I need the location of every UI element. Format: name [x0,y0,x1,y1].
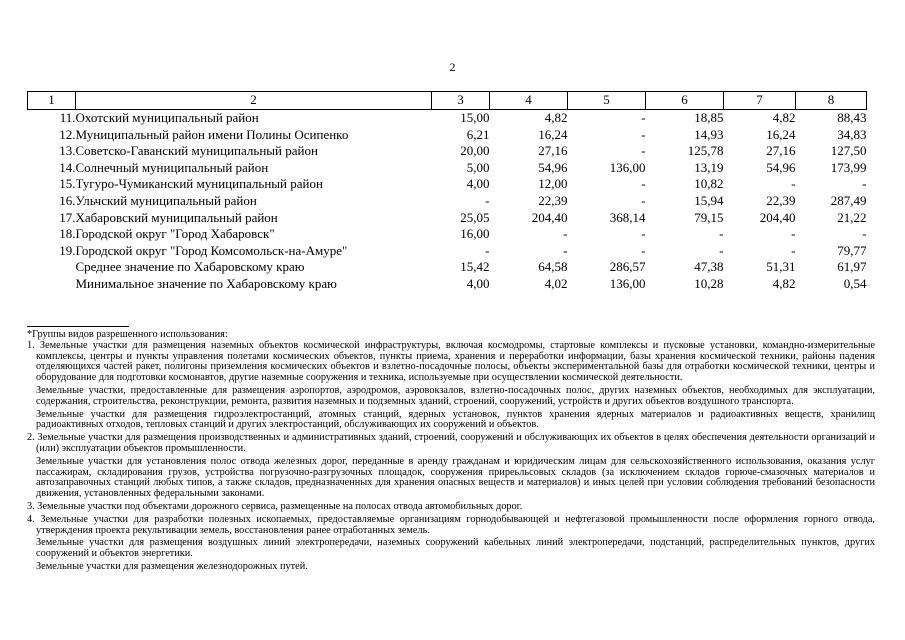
column-header: 1 [28,92,76,110]
cell-c8: 61,97 [837,259,867,275]
footnote-paragraph: Земельные участки для размещения гидроэлектростанций, атомных станций, ядерных установок, пунктов хранения ядерных материалов и радиоактивных веществ, хранилищ радиоактивных отходов, тепловых станций и других электростанций, обслуживающих их сооружений и объектов. [36,408,875,431]
cell-c6: 10,82 [694,176,724,192]
row-number: 15. [59,176,76,192]
row-name: Минимальное значение по Хабаровскому краю [75,275,337,291]
cell-c8: - [862,176,867,192]
row-number: 12. [59,126,76,142]
cell-c4: 64,58 [538,259,568,275]
cell-c8: 127,50 [830,143,867,159]
cell-c7: 4,82 [772,275,796,291]
column-header: 4 [490,92,568,110]
cell-c6: - [719,242,724,258]
page-number: 2 [449,60,456,74]
table-row [28,160,867,177]
column-header: 2 [76,92,432,110]
cell-c5: - [641,143,646,159]
cell-c8: - [862,226,867,242]
cell-c4: 4,82 [544,110,568,125]
row-name: Охотский муниципальный район [75,110,259,125]
table-row [28,226,867,243]
row-name: Ульчский муниципальный район [75,192,257,208]
table-header-row [28,92,867,110]
table-row [28,210,867,227]
cell-c4: 204,40 [531,209,568,225]
row-number [28,259,76,276]
cell-c5: 286,57 [609,259,646,275]
footnote-paragraph: Земельные участки для установления полос отвода железных дорог, переданные в аренду гражданам и юридическим лицам для сельскохозяйственного использования, оказания услуг пассажирам, складирования грузов, устройства погрузочно-разгрузочных площадок, сооружения приреьльсовых складов (за исключением складов горюче-смазочных материалов и автозаправочных станций любых типов, а также складов, предназначенных для хранения опасных веществ и материалов) и иных целей при условии соблюдения требований безопасности движения, установленных федеральными законами. [36,455,875,500]
footnote-title: *Группы видов разрешенного использования: [27,329,228,340]
cell-c3: 5,00 [466,159,490,175]
cell-c4: - [563,226,568,242]
cell-c3: - [485,192,490,208]
row-number: 16. [59,192,76,208]
cell-c6: 125,78 [687,143,724,159]
cell-c7: 51,31 [766,259,796,275]
cell-c3: 15,42 [460,259,490,275]
row-name: Советско-Гаванский муниципальный район [75,143,318,159]
cell-c7: 4,82 [772,110,796,125]
cell-c6: - [719,226,724,242]
cell-c4: 27,16 [538,143,568,159]
cell-c4: 54,96 [538,159,568,175]
row-name: Городской округ "Город Хабаровск" [75,226,275,242]
cell-c5: - [641,176,646,192]
cell-c7: - [791,226,796,242]
column-header: 3 [432,92,490,110]
table-row [28,143,867,160]
row-name: Городской округ "Город Комсомольск-на-Амуре" [75,242,348,258]
rates-table [27,91,867,293]
footnote-paragraph: Земельные участки для размещения воздушных линий электропередачи, наземных сооружений кабельных линий электропередачи, подстанций, распределительных пунктов, других сооружений и объектов энергетики. [36,537,875,560]
table-row [28,127,867,144]
cell-c8: 0,54 [843,275,867,291]
cell-c8: 21,22 [837,209,867,225]
cell-c3: 15,00 [460,110,490,125]
row-number: 19. [59,242,76,258]
table-row [28,193,867,210]
cell-c4: 12,00 [538,176,568,192]
row-name: Тугуро-Чумиканский муниципальный район [75,176,323,192]
footnote-paragraph: Земельные участки, предоставленные для размещения аэропортов, аэродромов, аэровокзалов, взлетно-посадочных полос, других наземных объектов, необходимых для эксплуатации, содержания, строительства, реконструкции, ремонта, развития наземных и подземных зданий, строений, сооружений, устройств и других объектов воздушного транспорта. [36,384,875,407]
footnotes [27,330,875,573]
cell-c8: 34,83 [837,126,867,142]
row-number: 13. [59,143,76,159]
cell-c3: - [485,242,490,258]
cell-c7: 22,39 [766,192,796,208]
cell-c4: 4,02 [544,275,568,291]
footnote-item: 2. Земельные участки для размещения производственных и административных зданий, строений, сооружений и обслуживающих их объектов в целях обеспечения деятельности организаций и (или) эксплуатации объектов промышленности. [27,432,875,454]
cell-c3: 16,00 [460,226,490,242]
footnote-item: 1. Земельные участки для размещения наземных объектов космической инфраструктуры, включая космодромы, стартовые комплексы и пусковые установки, командно-измерительные комплексы, центры и пункты управления полетами космических объектов, пункты приема, хранения и переработки информации, базы хранения космической техники, районы падения отделяющихся частей ракет, полигоны приземления космических объектов и взлетно-посадочные полосы, объекты экспериментальной базы для отработки космической техники, центры и оборудование для подготовки космонавтов, другие наземные сооружения и техника, используемые при осуществлении космической деятельности. [27,339,875,384]
table-row [28,243,867,260]
column-header: 6 [646,92,724,110]
cell-c3: 20,00 [460,143,490,159]
column-header: 7 [724,92,796,110]
footnote-paragraph: Земельные участки для размещения железнодорожных путей. [36,560,308,572]
cell-c5: 136,00 [609,275,646,291]
table-row [28,276,867,293]
row-name: Хабаровский муниципальный район [75,209,278,225]
cell-c4: 16,24 [538,126,568,142]
table-row [28,259,867,276]
cell-c8: 79,77 [837,242,867,258]
cell-c8: 88,43 [837,110,867,125]
cell-c6: 10,28 [694,275,724,291]
cell-c5: - [641,126,646,142]
cell-c5: - [641,242,646,258]
cell-c3: 25,05 [460,209,490,225]
footnote-divider [27,326,129,327]
table-body [28,110,867,293]
cell-c6: 79,15 [694,209,724,225]
row-number [28,276,76,293]
cell-c5: 136,00 [609,159,646,175]
column-header: 5 [568,92,646,110]
cell-c8: 173,99 [830,159,867,175]
cell-c7: 16,24 [766,126,796,142]
table-row [28,110,867,127]
cell-c3: 4,00 [466,176,490,192]
row-number: 18. [59,226,76,242]
cell-c5: - [641,192,646,208]
cell-c7: - [791,242,796,258]
table-row [28,176,867,193]
footnote-item: 4. Земельные участки для разработки полезных ископаемых, предоставляемые организациям горнодобывающей и нефтегазовой промышленности после оформления горного отвода, утверждения проекта рекультивации земель, восстановления ранее отработанных земель. [27,513,875,536]
cell-c4: 22,39 [538,192,568,208]
cell-c6: 18,85 [694,110,724,125]
cell-c3: 6,21 [466,126,490,142]
column-header: 8 [796,92,867,110]
cell-c6: 14,93 [694,126,724,142]
row-number: 11. [59,110,76,125]
cell-c6: 15,94 [694,192,724,208]
cell-c7: 204,40 [759,209,796,225]
cell-c8: 287,49 [830,192,867,208]
cell-c5: 368,14 [609,209,646,225]
footnote-item: 3. Земельные участки под объектами дорожного сервиса, размещенные на полосах отвода автомобильных дорог. [27,500,523,512]
cell-c3: 4,00 [466,275,490,291]
cell-c6: 13,19 [694,159,724,175]
row-name: Среднее значение по Хабаровскому краю [75,259,305,275]
row-number: 17. [59,209,76,225]
row-name: Солнечный муниципальный район [75,159,269,175]
cell-c7: 27,16 [766,143,796,159]
cell-c4: - [563,242,568,258]
cell-c7: 54,96 [766,159,796,175]
cell-c5: - [641,226,646,242]
cell-c6: 47,38 [694,259,724,275]
row-name: Муниципальный район имени Полины Осипенко [75,126,349,142]
row-number: 14. [59,159,76,175]
cell-c5: - [641,110,646,125]
cell-c7: - [791,176,796,192]
